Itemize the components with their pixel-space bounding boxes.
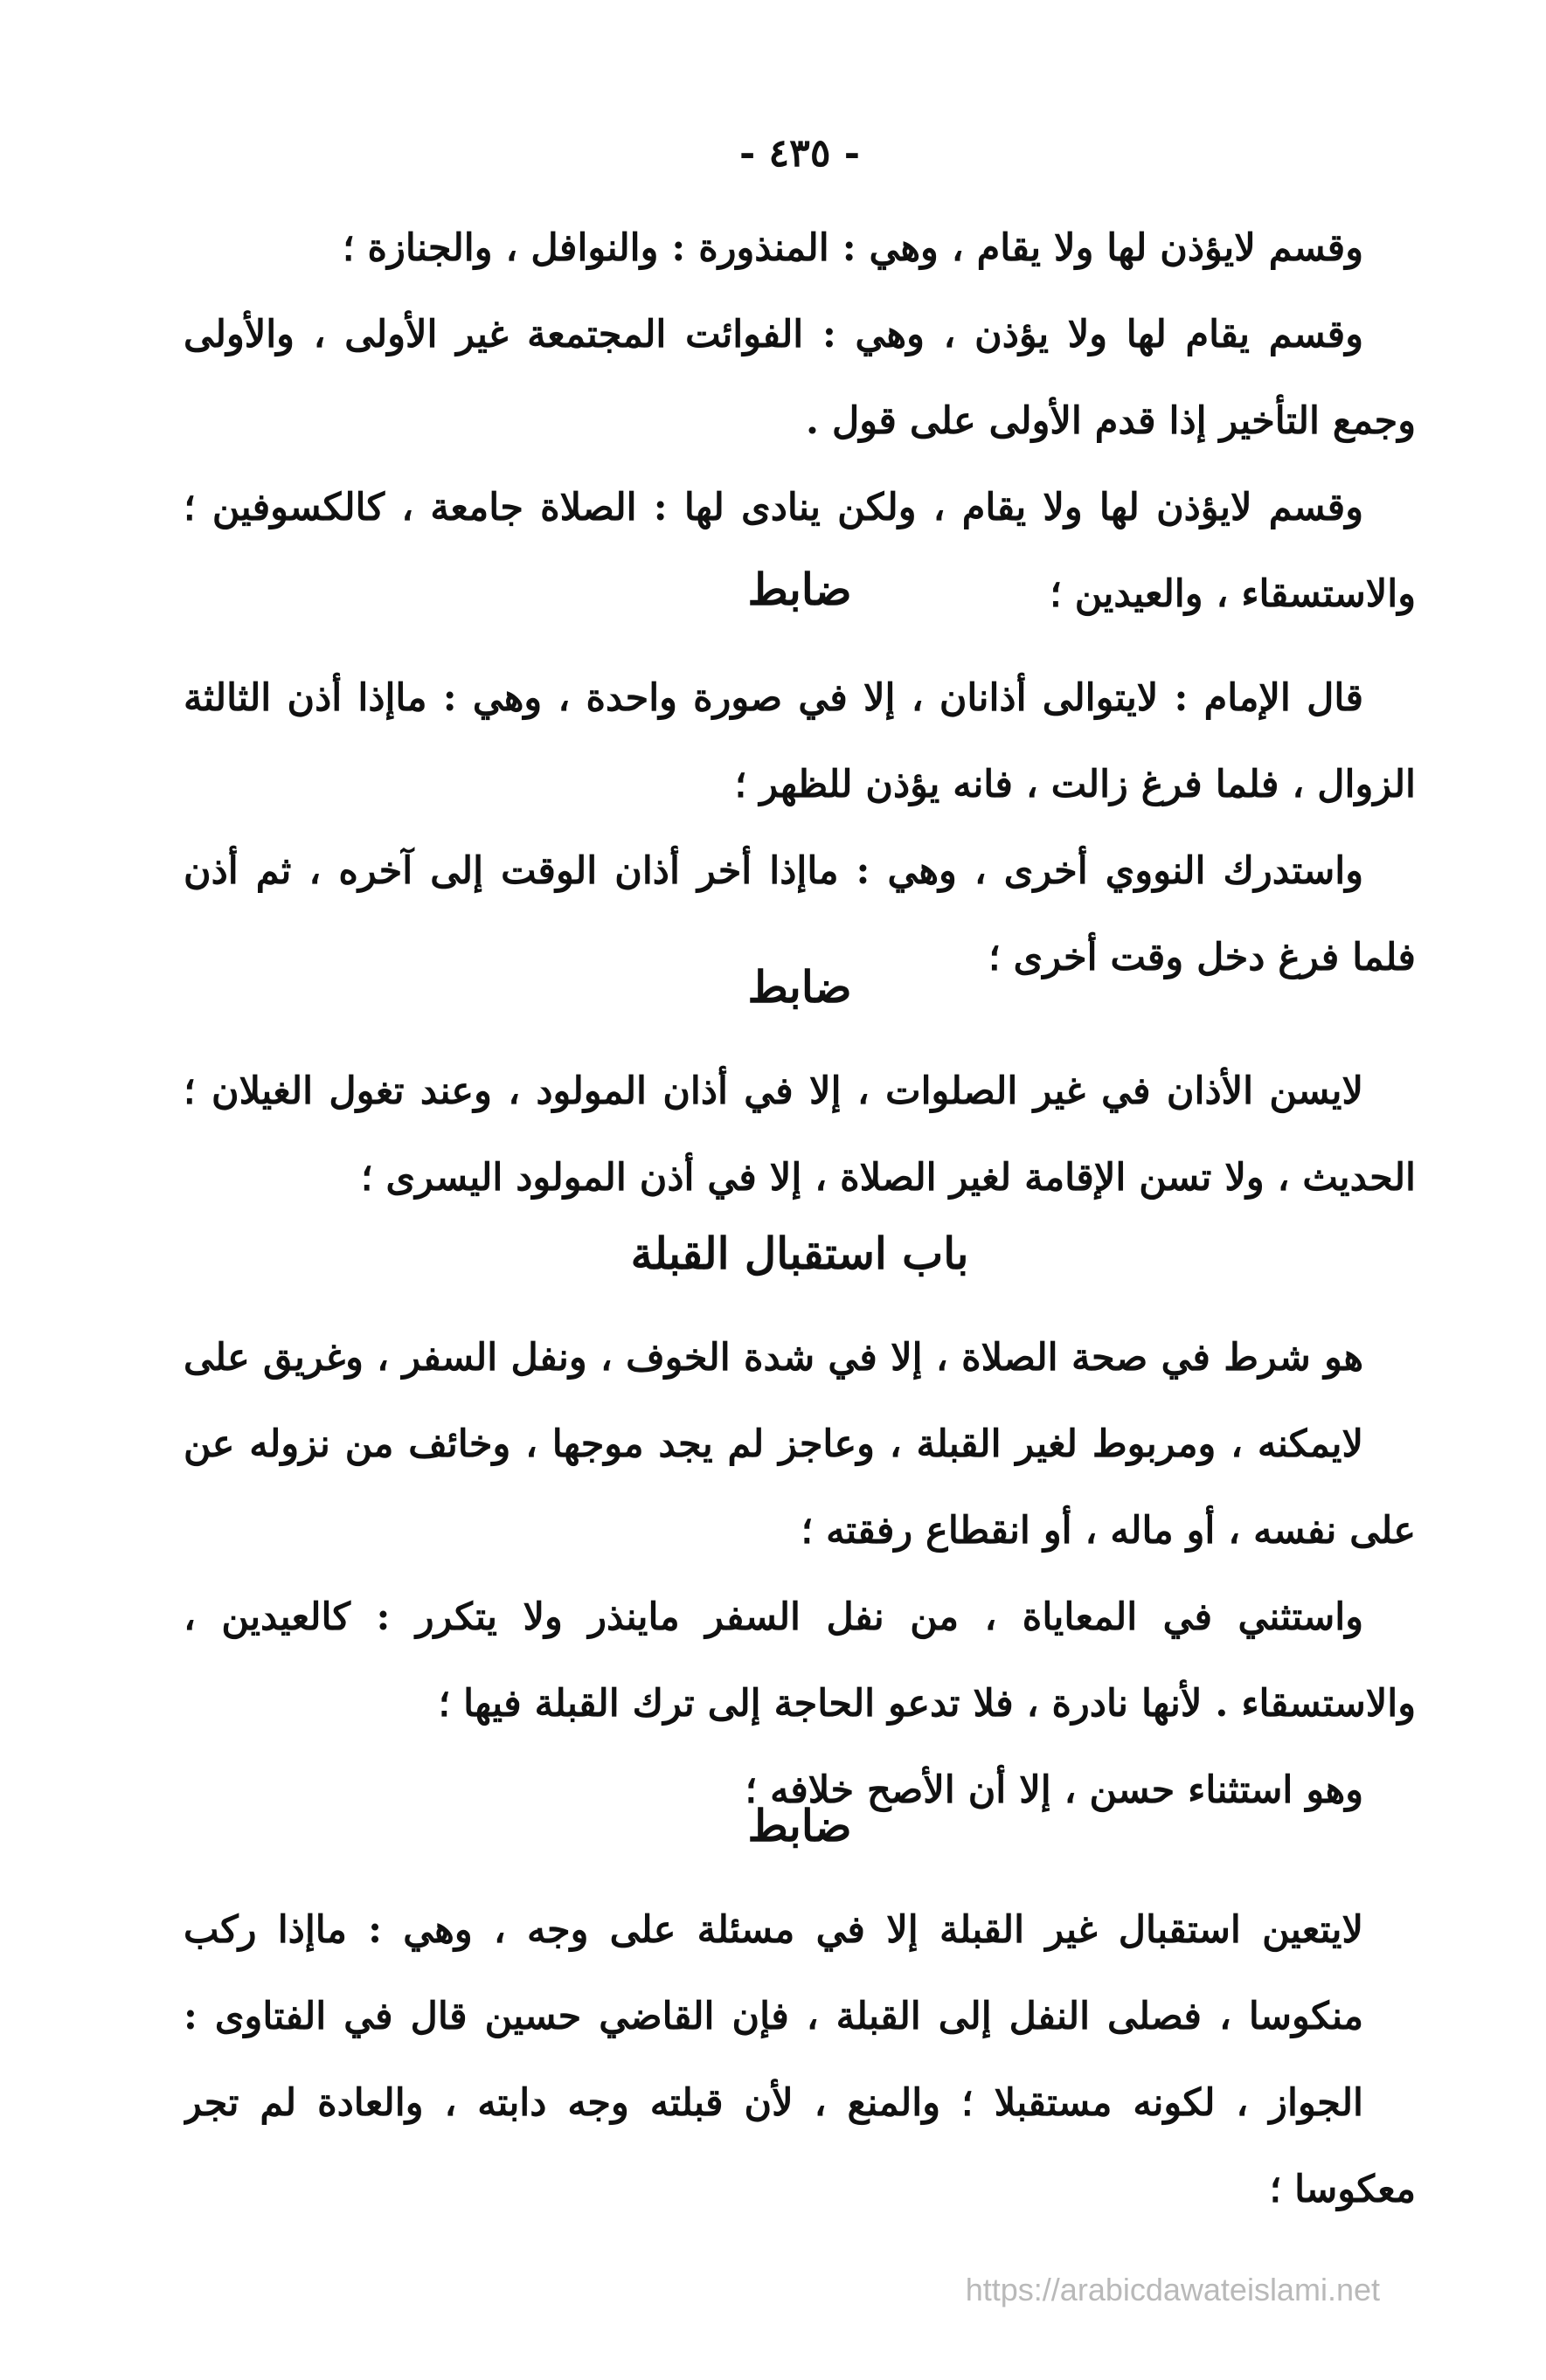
text-line: فلما فرغ دخل وقت أخرى ؛ <box>988 936 1416 979</box>
text-line: وقسم لايؤذن لها ولا يقام ، وهي : المنذورة : والنوافل ، والجنازة ؛ <box>342 226 1363 270</box>
text-line: لايمكنه ، ومربوط لغير القبلة ، وعاجز لم يجد موجها ، وخائف من نزوله عن <box>184 1422 1363 1466</box>
text-line: واستدرك النووي أخرى ، وهي : ماإذا أخر أذان الوقت إلى آخره ، ثم أذن <box>184 849 1363 893</box>
text-line: وهو استثناء حسن ، إلا أن الأصح خلافه ؛ <box>745 1768 1363 1812</box>
section-body <box>184 1887 1416 2233</box>
section-body <box>184 1315 1416 1834</box>
text-line: معكوسا ؛ <box>1269 2168 1416 2211</box>
section-body <box>184 655 1416 1001</box>
page-number: - ٤٣٥ - <box>738 131 861 176</box>
section-heading: ضابط <box>747 564 852 615</box>
text-line: الحديث ، ولا تسن الإقامة لغير الصلاة ، إلا في أذن المولود اليسرى ؛ <box>360 1156 1416 1200</box>
chapter-heading: باب استقبال القبلة <box>630 1228 969 1279</box>
text-line: وجمع التأخير إذا قدم الأولى على قول . <box>806 399 1416 443</box>
text-line: لايسن الأذان في غير الصلوات ، إلا في أذان المولود ، وعند تغول الغيلان ؛ <box>184 1069 1363 1113</box>
section-heading: ضابط <box>747 961 852 1013</box>
text-line: والاستسقاء ، والعيدين ؛ <box>1050 572 1416 616</box>
text-line: قال الإمام : لايتوالى أذانان ، إلا في صورة واحدة ، وهي : ماإذا أذن الثالثة <box>184 676 1363 720</box>
text-line: الجواز ، لكونه مستقبلا ؛ والمنع ، لأن قبلته وجه دابته ، والعادة لم تجر <box>184 2081 1363 2125</box>
text-line: هو شرط في صحة الصلاة ، إلا في شدة الخوف ، ونفل السفر ، وغريق على <box>184 1336 1363 1380</box>
watermark-url: https://arabicdawateislami.net <box>965 2272 1380 2307</box>
text-line: والاستسقاء . لأنها نادرة ، فلا تدعو الحاجة إلى ترك القبلة فيها ؛ <box>438 1682 1416 1726</box>
text-line: على نفسه ، أو ماله ، أو انقطاع رفقته ؛ <box>801 1509 1416 1553</box>
text-line: وقسم لايؤذن لها ولا يقام ، ولكن ينادى لها : الصلاة جامعة ، كالكسوفين ؛ <box>184 486 1363 529</box>
text-line: لايتعين استقبال غير القبلة إلا في مسئلة على وجه ، وهي : ماإذا ركب <box>184 1908 1363 1952</box>
section-body <box>184 1048 1416 1221</box>
text-line: منكوسا ، فصلى النفل إلى القبلة ، فإن القاضي حسين قال في الفتاوى : <box>184 1995 1363 2038</box>
text-line: وقسم يقام لها ولا يؤذن ، وهي : الفوائت المجتمعة غير الأولى ، والأولى <box>184 313 1363 356</box>
section-heading: ضابط <box>747 1800 852 1851</box>
text-line: الزوال ، فلما فرغ زالت ، فانه يؤذن للظهر ؛ <box>734 763 1416 806</box>
text-line: واستثني في المعاياة ، من نفل السفر ماينذر ولا يتكرر : كالعيدين ، <box>184 1595 1363 1639</box>
